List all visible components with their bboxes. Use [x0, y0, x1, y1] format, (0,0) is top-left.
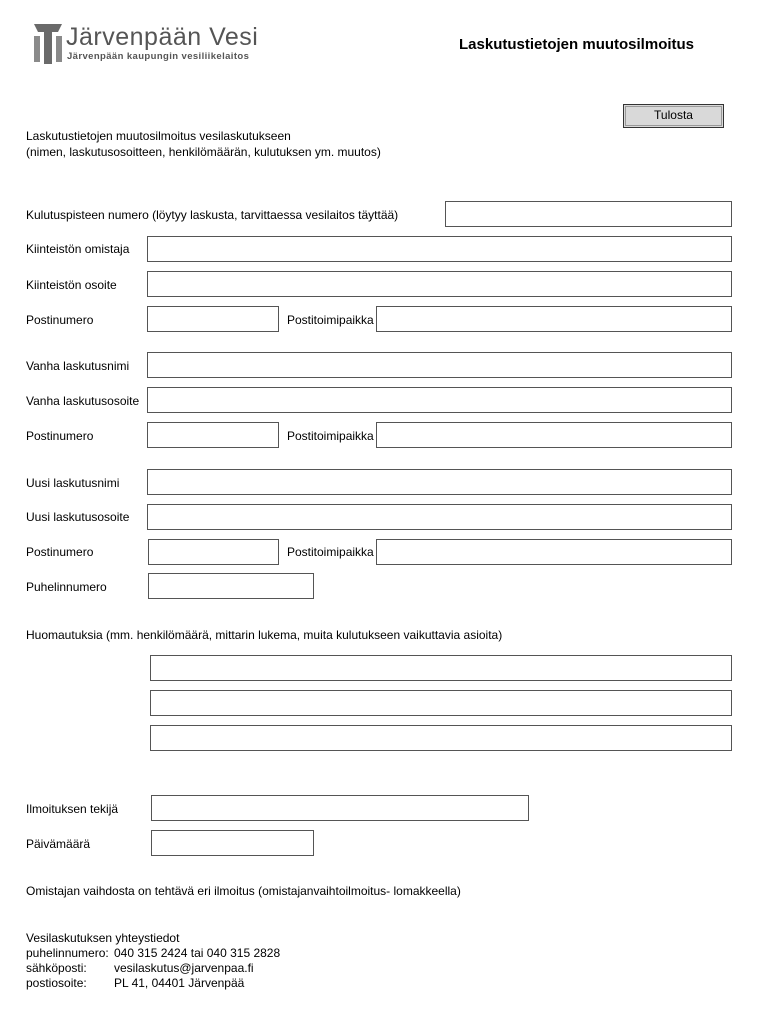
new-billing-name-input[interactable]: [147, 469, 732, 495]
city-input-1[interactable]: [376, 306, 732, 332]
date-label: Päivämäärä: [26, 837, 91, 851]
remarks-label: Huomautuksia (mm. henkilömäärä, mittarin lukema, muita kulutukseen vaikuttavia asioita): [26, 628, 503, 642]
logo-mark-icon: [34, 24, 62, 64]
city-input-2[interactable]: [376, 422, 732, 448]
city-label-3: Postitoimipaikka: [287, 545, 374, 559]
intro-line-2: (nimen, laskutusosoitteen, henkilömäärän, kulutuksen ym. muutos): [26, 145, 381, 159]
contact-info: [26, 931, 426, 991]
logo: [34, 22, 264, 67]
contact-email-value: vesilaskutus@jarvenpaa.fi: [114, 961, 254, 975]
remarks-input-1[interactable]: [150, 655, 732, 681]
old-billing-address-input[interactable]: [147, 387, 732, 413]
old-billing-name-label: Vanha laskutusnimi: [26, 359, 130, 373]
contact-phone-label: puhelinnumero:: [26, 946, 109, 960]
remarks-input-2[interactable]: [150, 690, 732, 716]
logo-name: Järvenpään Vesi: [66, 23, 259, 51]
contact-heading: Vesilaskutuksen yhteystiedot: [26, 931, 180, 945]
remarks-input-3[interactable]: [150, 725, 732, 751]
property-address-input[interactable]: [147, 271, 732, 297]
owner-input[interactable]: [147, 236, 732, 262]
postcode-label-1: Postinumero: [26, 313, 94, 327]
postcode-input-2[interactable]: [147, 422, 279, 448]
submitter-label: Ilmoituksen tekijä: [26, 802, 119, 816]
date-input[interactable]: [151, 830, 314, 856]
print-button[interactable]: Tulosta: [623, 104, 724, 128]
city-input-3[interactable]: [376, 539, 732, 565]
property-address-label: Kiinteistön osoite: [26, 278, 117, 292]
phone-input[interactable]: [148, 573, 314, 599]
intro-line-1: Laskutustietojen muutosilmoitus vesilaskutukseen: [26, 129, 291, 143]
contact-phone-value: 040 315 2424 tai 040 315 2828: [114, 946, 281, 960]
contact-address-label: postiosoite:: [26, 976, 87, 990]
consumption-point-label: Kulutuspisteen numero (löytyy laskusta, tarvittaessa vesilaitos täyttää): [26, 208, 399, 222]
postcode-label-3: Postinumero: [26, 545, 94, 559]
owner-change-notice: Omistajan vaihdosta on tehtävä eri ilmoitus (omistajanvaihtoilmoitus- lomakkeella): [26, 884, 461, 898]
city-label-2: Postitoimipaikka: [287, 429, 374, 443]
new-billing-address-input[interactable]: [147, 504, 732, 530]
city-label-1: Postitoimipaikka: [287, 313, 374, 327]
consumption-point-input[interactable]: [445, 201, 732, 227]
postcode-input-1[interactable]: [147, 306, 279, 332]
owner-label: Kiinteistön omistaja: [26, 242, 130, 256]
contact-email-label: sähköposti:: [26, 961, 87, 975]
page-title: Laskutustietojen muutosilmoitus: [459, 36, 695, 53]
postcode-input-3[interactable]: [148, 539, 279, 565]
new-billing-name-label: Uusi laskutusnimi: [26, 476, 120, 490]
postcode-label-2: Postinumero: [26, 429, 94, 443]
logo-subtitle: Järvenpään kaupungin vesiliikelaitos: [67, 51, 250, 62]
phone-label: Puhelinnumero: [26, 580, 107, 594]
contact-address-value: PL 41, 04401 Järvenpää: [114, 976, 245, 990]
new-billing-address-label: Uusi laskutusosoite: [26, 510, 130, 524]
submitter-input[interactable]: [151, 795, 529, 821]
old-billing-address-label: Vanha laskutusosoite: [26, 394, 140, 408]
old-billing-name-input[interactable]: [147, 352, 732, 378]
